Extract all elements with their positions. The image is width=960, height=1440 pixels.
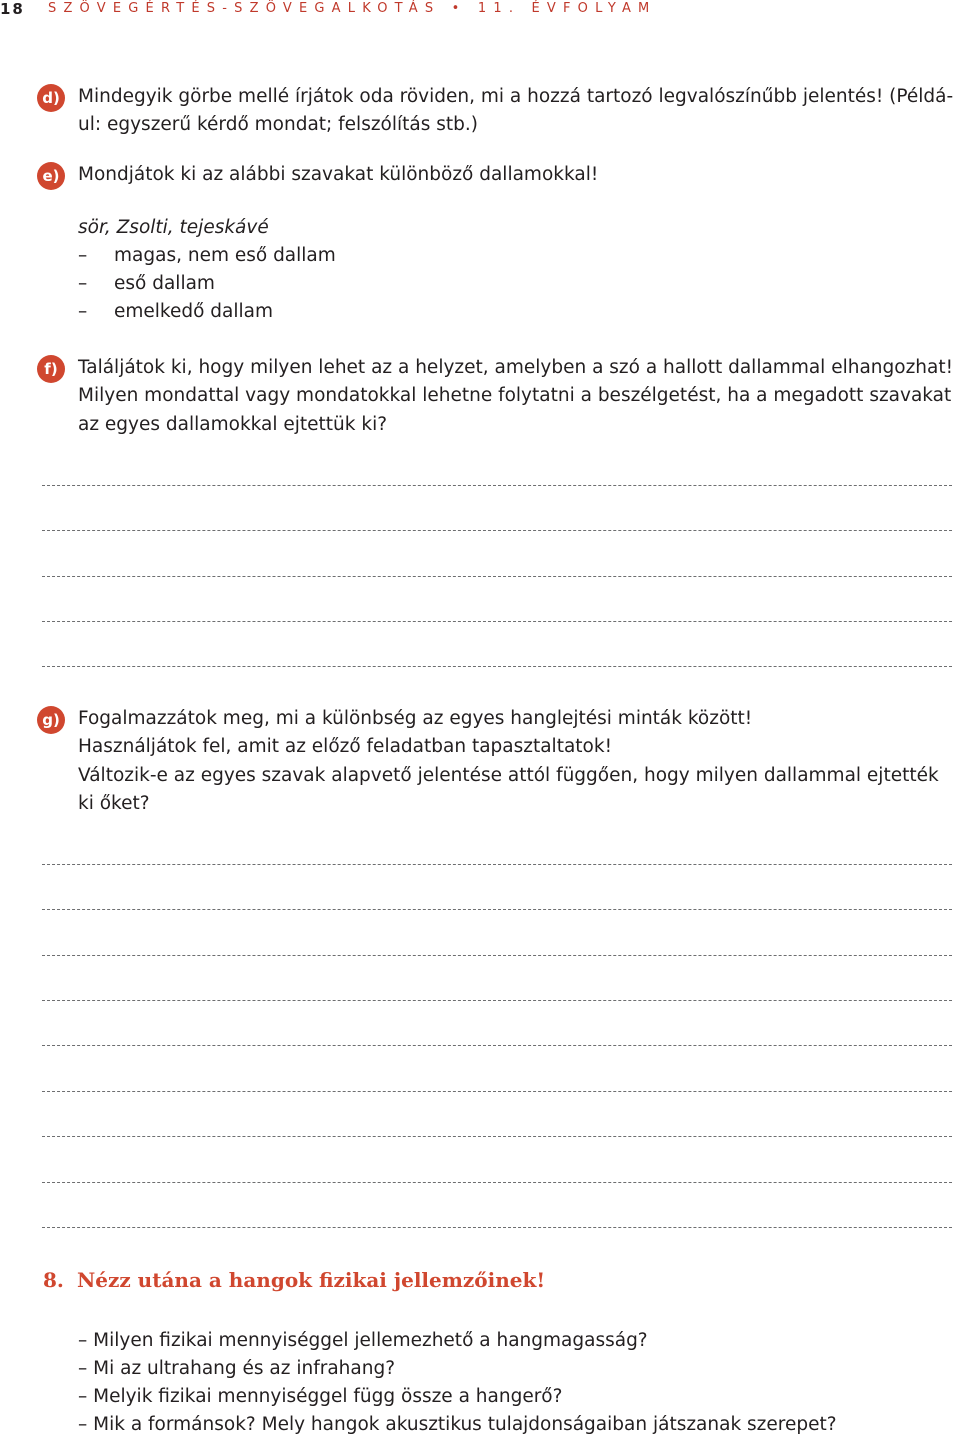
answer-line[interactable] [42,1227,952,1228]
task-f-badge: f) [37,355,65,383]
task-f-line-3: az egyes dallamokkal ejtettük ki? [78,413,388,435]
task-d-line-1: Mindegyik görbe mellé írjátok oda röviden, mi a hozzá tartozó legvalószínűbb jelentés! (Példá- [78,86,954,107]
question-item: – Milyen fizikai mennyiséggel jellemezhető a hangmagasság? [78,1330,648,1351]
task-g-line-4: ki őket? [78,793,150,815]
task-d-text [78,83,958,140]
task-g-badge: g) [37,706,65,734]
task-f-line-2: Milyen mondattal vagy mondatokkal lehetne folytatni a beszélgetést, ha a megadott szavakat [78,385,952,407]
answer-line[interactable] [42,1045,952,1046]
page-number: 18 [0,0,25,18]
answer-line[interactable] [42,485,952,486]
task-d-line-2: ul: egyszerű kérdő mondat; felszólítás stb.) [78,114,478,136]
dash-bullet: – [78,301,88,322]
page-header [0,0,960,22]
task-e-instruction: Mondjátok ki az alábbi szavakat különböző dallamokkal! [78,164,599,185]
section-title: Nézz utána a hangok fizikai jellemzőinek! [77,1268,546,1292]
answer-line[interactable] [42,864,952,865]
answer-line[interactable] [42,576,952,577]
answer-line[interactable] [42,955,952,956]
task-d-badge: d) [37,84,65,112]
answer-line[interactable] [42,666,952,667]
answer-line[interactable] [42,621,952,622]
task-f-text [78,354,958,439]
question-item: – Melyik fizikai mennyiséggel függ össze a hangerő? [78,1386,563,1407]
answer-line[interactable] [42,1000,952,1001]
task-g-line-1: Fogalmazzátok meg, mi a különbség az egyes hanglejtési minták között! [78,708,753,729]
answer-line[interactable] [42,530,952,531]
task-e-text [78,161,958,189]
melody-item-label: emelkedő dallam [114,301,274,322]
question-item: – Mi az ultrahang és az infrahang? [78,1358,396,1379]
melody-item-label: magas, nem eső dallam [114,245,336,266]
task-f-line-1: Találjátok ki, hogy milyen lehet az a helyzet, amelyben a szó a hallott dallammal elhangozhat! [78,357,954,378]
task-e-badge: e) [37,162,65,190]
task-e-words [78,214,958,242]
task-g-line-2: Használjátok fel, amit az előző feladatban tapasztaltatok! [78,736,612,758]
dash-bullet: – [78,245,88,266]
task-g-text [78,705,958,819]
answer-line[interactable] [42,1182,952,1183]
answer-line[interactable] [42,909,952,910]
question-item: – Mik a formánsok? Mely hangok akusztikus tulajdonságaiban játszanak szerepet? [78,1414,837,1435]
section-8-heading [43,1268,545,1292]
answer-line[interactable] [42,1136,952,1137]
melody-item-label: eső dallam [114,273,215,294]
section-number: 8. [43,1268,64,1292]
running-title: SZÖVEGÉRTÉS-SZÖVEGALKOTÁS • 11. ÉVFOLYAM [48,1,657,16]
task-e-word-list: sör, Zsolti, tejeskávé [78,217,269,238]
dash-bullet: – [78,273,88,294]
answer-line[interactable] [42,1091,952,1092]
task-g-line-3: Változik-e az egyes szavak alapvető jelentése attól függően, hogy milyen dallammal ejtették [78,764,939,786]
